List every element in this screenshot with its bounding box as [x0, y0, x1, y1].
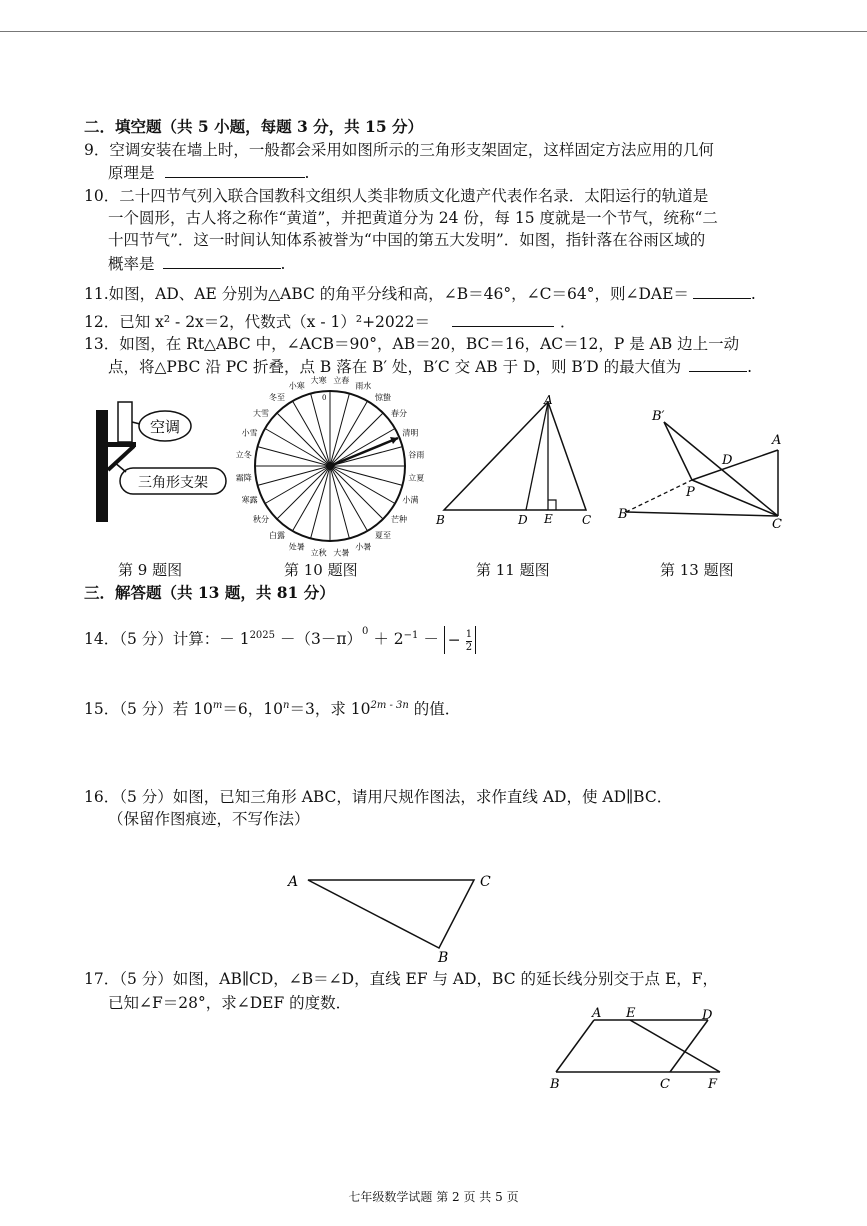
solar-term-label: 春分: [391, 409, 408, 419]
wheel-spoke: [258, 466, 330, 485]
point-bprime: B′: [652, 409, 665, 424]
point-c: C: [480, 874, 491, 890]
q10-line4: [108, 253, 285, 274]
q12-line: [84, 311, 576, 332]
triangle-abc: [308, 880, 474, 948]
segment-bpc: [664, 422, 778, 516]
wheel-spoke: [330, 466, 349, 538]
solar-term-label: 小寒: [288, 381, 305, 391]
wheel-pointer: [330, 438, 398, 466]
bisector-ad: [526, 402, 548, 510]
top-rule: [0, 31, 867, 32]
q14-abs-value: [444, 626, 476, 654]
q12-period: ．: [560, 313, 576, 331]
ac-unit: [118, 402, 132, 442]
solar-term-label: 秋分: [252, 514, 269, 524]
solar-term-label: 大寒: [310, 375, 327, 385]
caption-fig10: 第 10 题图: [284, 561, 358, 579]
q10-line2: 一个圆形，古人将之称作“黄道”，并把黄道分为 24 份，每 15 度就是一个节气，统称“二: [108, 209, 718, 227]
point-p: P: [686, 485, 695, 500]
q11-answer-blank[interactable]: [693, 283, 751, 299]
solar-term-label: 大雪: [252, 409, 269, 419]
q15-exp-n: n: [283, 700, 290, 711]
wheel-zero-mark: 0: [322, 394, 327, 402]
wheel-spoke: [311, 466, 330, 538]
solar-term-label: 处暑: [288, 542, 305, 552]
q15-exp-2m3n: 2m - 3n: [370, 700, 409, 711]
q14-exp-neg1: −1: [403, 629, 419, 641]
solar-term-label: 谷雨: [408, 450, 425, 460]
caption-fig13: 第 13 题图: [660, 561, 734, 579]
q10-line1: 10．二十四节气列入联合国教科文组织人类非物质文化遗产代表作名录．太阳运行的轨道是: [84, 187, 709, 205]
segment-pc: [692, 480, 778, 516]
wheel-center: [326, 462, 334, 470]
solar-term-label: 芒种: [391, 514, 408, 524]
point-e: E: [626, 1006, 636, 1021]
q9-period: .: [304, 164, 310, 182]
point-c: C: [660, 1077, 670, 1092]
point-b: B: [550, 1077, 560, 1092]
q15-text-b: ＝6，10: [222, 700, 283, 719]
solar-term-label: 小满: [402, 495, 419, 505]
q14-line: [84, 617, 476, 651]
q12-text: 12．已知 x² - 2x＝2，代数式（x - 1）²+2022＝: [84, 313, 431, 331]
q11-period: .: [750, 285, 756, 303]
q13-answer-blank[interactable]: [689, 356, 747, 372]
q15-text-c: ＝3，求 10: [289, 700, 371, 719]
q9-line2: [108, 162, 309, 183]
q9-answer-blank[interactable]: [165, 162, 305, 178]
bracket-brace: [108, 446, 134, 470]
q14-minus: −: [447, 631, 461, 649]
q13-text: 点，将△PBC 沿 PC 折叠，点 B 落在 B′ 处，B′C 交 AB 于 D，则 B′D 的最大值为: [108, 358, 682, 376]
figure-16-triangle: [284, 868, 504, 964]
page-footer: 七年级数学试题 第 2 页 共 5 页: [348, 1190, 519, 1204]
q9-text: 原理是: [108, 164, 155, 182]
q14-numerator: 1: [465, 628, 473, 640]
segment-bp-dashed: [626, 480, 692, 512]
point-e: E: [544, 512, 553, 526]
figure-17-parallelogram: [546, 1002, 736, 1094]
section-2-heading: 二．填空题（共 5 小题，每题 3 分，共 15 分）: [84, 117, 424, 136]
point-b: B: [436, 513, 445, 527]
q14-exp-2025: 2025: [249, 629, 276, 641]
q14-fraction: [466, 629, 472, 654]
q13-line2: [108, 356, 752, 377]
bracket-label: 三角形支架: [138, 475, 208, 491]
solar-term-label: 立春: [333, 375, 350, 385]
figure-10-solar-terms-wheel: [226, 376, 434, 562]
segment-bc: [626, 512, 778, 516]
wheel-spoke: [330, 466, 402, 485]
point-c: C: [582, 513, 592, 527]
solar-term-label: 立秋: [310, 548, 327, 558]
figure-9-ac-bracket: [90, 398, 230, 528]
figure-11-triangle: [434, 392, 604, 534]
solar-term-label: 小雪: [241, 428, 258, 438]
wheel-spoke: [330, 447, 402, 466]
q9-line1: 9．空调安装在墙上时，一般都会采用如图所示的三角形支架固定，这样固定方法应用的几何: [84, 141, 714, 159]
q10-period: .: [280, 255, 286, 273]
q14-denominator: 2: [465, 641, 473, 653]
solar-term-label: 寒露: [241, 495, 258, 505]
triangle-abc: [444, 402, 586, 510]
q14-exp-0: 0: [362, 626, 369, 637]
point-d: D: [518, 513, 528, 527]
wheel-spoke: [258, 447, 330, 466]
q13-line1: 13．如图，在 Rt△ABC 中，∠ACB＝90°，AB＝20，BC＝16，AC＝12，P 是 AB 边上一动: [84, 335, 740, 353]
caption-fig11: 第 11 题图: [476, 561, 550, 579]
point-c: C: [772, 517, 782, 532]
q10-answer-blank[interactable]: [163, 253, 281, 269]
q17-line1: 17．（5 分）如图，AB∥CD，∠B＝∠D，直线 EF 与 AD，BC 的延长线分别交于点 E，F，: [84, 970, 719, 988]
point-a: A: [592, 1006, 602, 1021]
q10-text: 概率是: [108, 255, 155, 273]
point-d: D: [722, 453, 733, 468]
q14-text-a: 14．（5 分）计算：－ 1: [84, 630, 250, 648]
q14-text-c: ＋ 2: [373, 630, 404, 648]
segment-bpp: [664, 422, 692, 480]
point-b: B: [618, 507, 628, 522]
wall: [96, 410, 108, 522]
q10-line3: 十四节气”．这一时间认知体系被誉为“中国的第五大发明”．如图，指针落在谷雨区域的: [108, 231, 706, 249]
q14-text-b: －（3－π）: [279, 630, 363, 648]
solar-term-label: 立冬: [235, 450, 252, 460]
solar-term-label: 夏至: [374, 531, 391, 541]
section-3-heading: 三．解答题（共 13 题，共 81 分）: [84, 583, 335, 602]
segment-pa: [692, 450, 778, 480]
q14-text-d: －: [423, 630, 439, 648]
solar-term-label: 霜降: [235, 473, 252, 483]
q12-answer-blank[interactable]: [452, 311, 554, 327]
caption-fig9: 第 9 题图: [118, 561, 183, 579]
line-ab: [556, 1020, 594, 1072]
q15-line: [84, 696, 460, 719]
ac-label: 空调: [149, 418, 181, 436]
solar-term-label: 立夏: [408, 473, 425, 483]
q11-text: 11.如图，AD、AE 分别为△ABC 的角平分线和高，∠B＝46°，∠C＝64°，则∠DAE＝: [84, 285, 689, 303]
solar-term-label: 清明: [402, 428, 419, 438]
q16-line1: 16．（5 分）如图，已知三角形 ABC，请用尺规作图法，求作直线 AD，使 AD∥BC．: [84, 788, 673, 806]
point-b: B: [438, 950, 449, 966]
q17-line2: 已知∠F＝28°，求∠DEF 的度数．: [108, 994, 352, 1012]
q13-period: .: [747, 358, 753, 376]
wheel-spoke: [311, 394, 330, 466]
solar-term-label: 大暑: [333, 548, 350, 558]
solar-term-label: 冬至: [269, 392, 286, 402]
point-a: A: [544, 393, 553, 407]
figure-13-fold: [616, 404, 796, 532]
point-f: F: [708, 1077, 718, 1092]
point-a: A: [288, 874, 299, 890]
solar-term-label: 白露: [269, 531, 286, 541]
wheel-spoke: [330, 394, 349, 466]
q15-text-d: 的值．: [408, 700, 461, 719]
q15-text-a: 15．（5 分）若 10: [84, 700, 213, 719]
solar-term-label: 惊蛰: [374, 392, 391, 402]
point-a: A: [772, 433, 782, 448]
solar-term-label: 雨水: [355, 381, 372, 391]
q15-exp-m: m: [212, 700, 223, 711]
q16-line2: （保留作图痕迹，不写作法）: [108, 810, 310, 828]
q11-line: [84, 283, 756, 304]
solar-term-label: 小暑: [355, 542, 372, 552]
point-d: D: [702, 1008, 713, 1023]
